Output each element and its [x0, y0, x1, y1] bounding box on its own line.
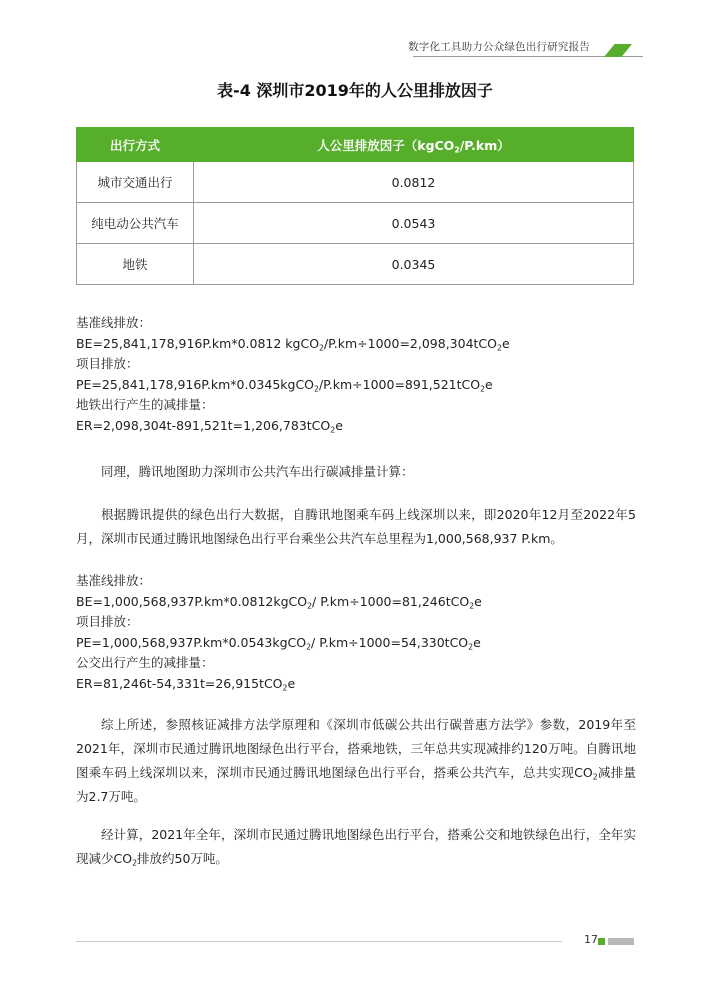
metro-project-label: 项目排放：	[76, 356, 139, 371]
metro-reduction-formula: ER=2,098,304t-891,521t=1,206,783tCO$_2$e	[76, 417, 343, 435]
annual-paragraph: 经计算，2021年全年，深圳市民通过腾讯地图绿色出行平台，搭乘公交和地铁绿色出行，全年实现减少$CO_2$排放约50万吨。	[76, 827, 636, 868]
metro-project-formula: PE=25,841,178,916P.km*0.0345kgCO$_2$/P.km÷1000=891,521tCO$_2$e	[76, 376, 493, 394]
table-cell-mode: 城市交通出行	[77, 162, 194, 203]
page-accent-bar	[608, 938, 634, 945]
bus-baseline-formula: BE=1,000,568,937P.km*0.0812kgCO$_2$/ P.km÷1000=81,246tCO$_2$e	[76, 593, 482, 611]
bus-mileage-paragraph: 根据腾讯提供的绿色出行大数据，自腾讯地图乘车码上线深圳以来，即2020年12月至2022年5月，深圳市民通过腾讯地图绿色出行平台乘坐公共汽车总里程为1,000,568,937 P.km。	[76, 507, 636, 546]
page-number: 17	[584, 933, 598, 946]
footer-divider	[76, 941, 562, 942]
bus-intro-paragraph: 同理，腾讯地图助力深圳市公共汽车出行碳减排量计算：	[101, 464, 414, 479]
emission-factor-table	[76, 127, 634, 285]
metro-baseline-label: 基准线排放：	[76, 315, 152, 330]
table-row	[77, 244, 634, 285]
bus-project-label: 项目排放：	[76, 614, 139, 629]
bus-reduction-label: 公交出行产生的减排量：	[76, 655, 214, 670]
table-header-row	[77, 128, 634, 162]
metro-baseline-formula: BE=25,841,178,916P.km*0.0812 kgCO$_2$/P.km÷1000=2,098,304tCO$_2$e	[76, 335, 510, 353]
report-header-title: 数字化工具助力公众绿色出行研究报告	[408, 41, 590, 53]
summary-paragraph: 综上所述，参照核证减排方法学原理和《深圳市低碳公共出行碳普惠方法学》参数，2019年至2021年，深圳市民通过腾讯地图绿色出行平台，搭乘地铁，三年总共实现减排约120万吨。自腾讯地图乘车码上线深圳以来，深圳市民通过腾讯地图绿色出行平台，搭乘公共汽车，总共实现$CO_2$减排量为2.7万吨。	[76, 717, 636, 804]
bus-formula-block	[76, 571, 482, 694]
metro-reduction-label: 地铁出行产生的减排量：	[76, 397, 214, 412]
table-row	[77, 203, 634, 244]
page-accent-square	[598, 938, 605, 945]
column-header-factor: 人公里排放因子（kgCO$_2$/P.km）	[194, 128, 634, 162]
table-cell-mode: 地铁	[77, 244, 194, 285]
table-title: 表-4 深圳市2019年的人公里排放因子	[217, 81, 493, 100]
column-header-mode: 出行方式	[77, 128, 194, 162]
table-cell-mode: 纯电动公共汽车	[77, 203, 194, 244]
table-cell-factor: 0.0543	[194, 203, 634, 244]
table-row	[77, 162, 634, 203]
metro-formula-block	[76, 313, 510, 436]
table-cell-factor: 0.0345	[194, 244, 634, 285]
bus-project-formula: PE=1,000,568,937P.km*0.0543kgCO$_2$/ P.km÷1000=54,330tCO$_2$e	[76, 634, 481, 652]
bus-reduction-formula: ER=81,246t-54,331t=26,915tCO$_2$e	[76, 675, 296, 693]
bus-baseline-label: 基准线排放：	[76, 573, 152, 588]
table-cell-factor: 0.0812	[194, 162, 634, 203]
